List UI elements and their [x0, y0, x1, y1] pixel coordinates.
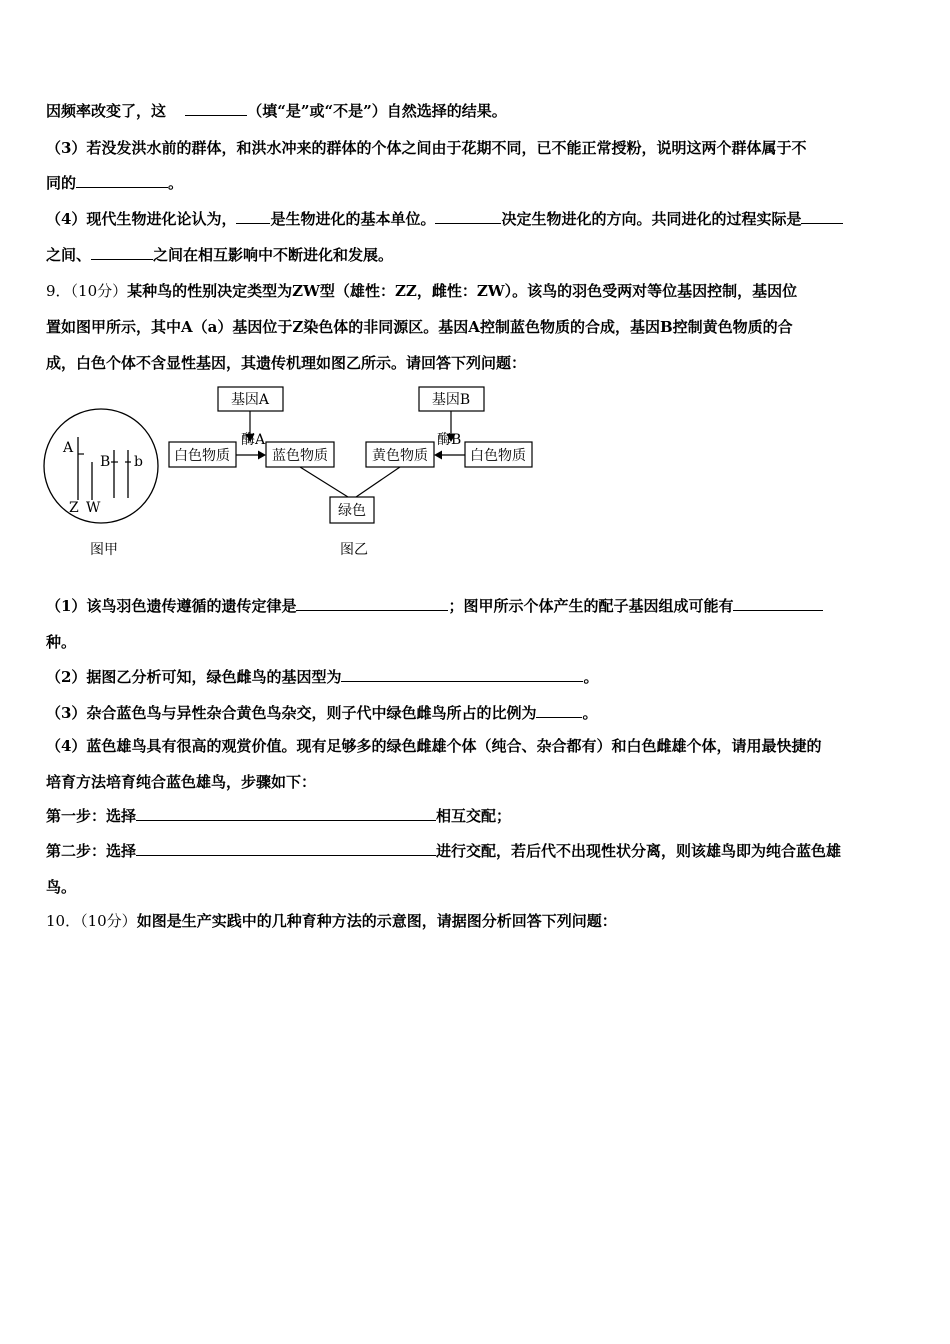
- text: 。: [168, 174, 184, 192]
- enzyme-b-label: 酶B: [437, 432, 462, 448]
- q9-stem-line3: [46, 353, 526, 373]
- question-number: 10．（10分）: [46, 912, 137, 930]
- gene-a-label: 基因A: [230, 392, 270, 408]
- text: （4）蓝色雄鸟具有很高的观赏价值。现有足够多的绿色雌雄个体（纯合、杂合都有）和白色雌雄个体，请用最快捷的: [46, 737, 822, 755]
- q9-4-line2: [46, 772, 316, 792]
- q9-1-line1: [46, 596, 823, 616]
- text: （填“是”或“不是”）自然选择的结果。: [247, 102, 507, 120]
- text: （3）若没发洪水前的群体，和洪水冲来的群体的个体之间由于花期不同，已不能正常授粉，说明这两个群体属于不: [46, 139, 807, 157]
- text: 培育方法培育纯合蓝色雄鸟，步骤如下：: [46, 773, 317, 791]
- text: 之间、: [46, 246, 92, 264]
- text: 是生物进化的基本单位。: [270, 210, 436, 228]
- q9-1-line2: [46, 632, 76, 652]
- green-label: 绿色: [338, 503, 366, 519]
- chromosome-label-w: W: [86, 500, 101, 516]
- yellow-substance-label: 黄色物质: [372, 448, 428, 464]
- q10-stem: [46, 911, 617, 931]
- gene-label-b-upper: B: [100, 454, 111, 470]
- text: 成，白色个体不含显性基因，其遗传机理如图乙所示。请回答下列问题：: [46, 354, 527, 372]
- text: 同的: [46, 174, 77, 192]
- text: 第一步：选择: [46, 807, 137, 825]
- q9-stem-line1: [46, 281, 797, 301]
- q9-4-line1: [46, 736, 821, 756]
- blue-substance-label: 蓝色物质: [272, 448, 328, 464]
- text: 之间在相互影响中不断进化和发展。: [153, 246, 394, 264]
- arrow-head: [434, 451, 442, 460]
- caption-jia: 图甲: [90, 542, 118, 558]
- q8-3-line2: [46, 173, 183, 193]
- text: ；图甲所示个体产生的配子基因组成可能有: [448, 597, 734, 615]
- white-substance-label: 白色物质: [174, 448, 230, 464]
- text: 决定生物进化的方向。共同进化的过程实际是: [501, 210, 802, 228]
- text: 相互交配；: [436, 807, 512, 825]
- step-2-line1: [46, 841, 841, 861]
- merge-line: [356, 467, 400, 497]
- text: 鸟。: [46, 878, 77, 896]
- text: （1）该鸟羽色遗传遵循的遗传定律是: [46, 597, 297, 615]
- q9-stem-line2: [46, 317, 793, 337]
- figure-jia: [44, 409, 158, 558]
- text: 。: [583, 668, 599, 686]
- text: （2）据图乙分析可知，绿色雌鸟的基因型为: [46, 668, 342, 686]
- text: 因频率改变了，这: [46, 102, 167, 120]
- text: 置如图甲所示，其中A（a）基因位于Z染色体的非同源区。基因A控制蓝色物质的合成，基因B控制黄色物质的合: [46, 318, 793, 336]
- text: （3）杂合蓝色鸟与异性杂合黄色鸟杂交，则子代中绿色雌鸟所占的比例为: [46, 704, 537, 722]
- text: 如图是生产实践中的几种育种方法的示意图，请据图分析回答下列问题：: [136, 912, 617, 930]
- chromosome-label-z: Z: [69, 500, 79, 516]
- q8-2-continuation: [46, 101, 507, 121]
- q8-3-line1: [46, 138, 806, 158]
- answer-blank[interactable]: [435, 209, 501, 224]
- genetics-figure: [40, 380, 550, 565]
- q8-4-line1: [46, 209, 843, 229]
- answer-blank[interactable]: [236, 209, 270, 224]
- q9-3: [46, 703, 597, 723]
- text: 种。: [46, 633, 77, 651]
- text: 某种鸟的性别决定类型为ZW型（雄性：ZZ，雌性：ZW）。该鸟的羽色受两对等位基因控制，基因位: [127, 282, 798, 300]
- q8-4-line2: [46, 245, 393, 265]
- answer-blank[interactable]: [185, 101, 247, 116]
- q9-2: [46, 667, 598, 687]
- answer-blank[interactable]: [536, 703, 582, 718]
- answer-blank[interactable]: [91, 245, 153, 260]
- answer-blank[interactable]: [801, 209, 843, 224]
- gene-label-b-lower: b: [134, 454, 143, 470]
- answer-blank[interactable]: [733, 596, 823, 611]
- question-number: 9．（10分）: [46, 282, 128, 300]
- text: （4）现代生物进化论认为，: [46, 210, 237, 228]
- step-2-line2: [46, 877, 76, 897]
- enzyme-a-label: 酶A: [241, 432, 266, 448]
- answer-blank[interactable]: [136, 806, 436, 821]
- caption-yi: 图乙: [340, 542, 368, 558]
- merge-line: [300, 467, 348, 497]
- arrow-head: [258, 451, 266, 460]
- answer-blank[interactable]: [76, 173, 168, 188]
- text: 进行交配，若后代不出现性状分离，则该雄鸟即为纯合蓝色雄: [436, 842, 842, 860]
- gene-label-a: A: [63, 440, 74, 456]
- text: 。: [582, 704, 598, 722]
- answer-blank[interactable]: [341, 667, 583, 682]
- step-1: [46, 806, 511, 826]
- answer-blank[interactable]: [136, 841, 436, 856]
- text: 第二步：选择: [46, 842, 137, 860]
- white-substance-label: 白色物质: [470, 448, 526, 464]
- gene-b-label: 基因B: [431, 392, 471, 408]
- answer-blank[interactable]: [296, 596, 448, 611]
- figure-yi: [169, 387, 532, 558]
